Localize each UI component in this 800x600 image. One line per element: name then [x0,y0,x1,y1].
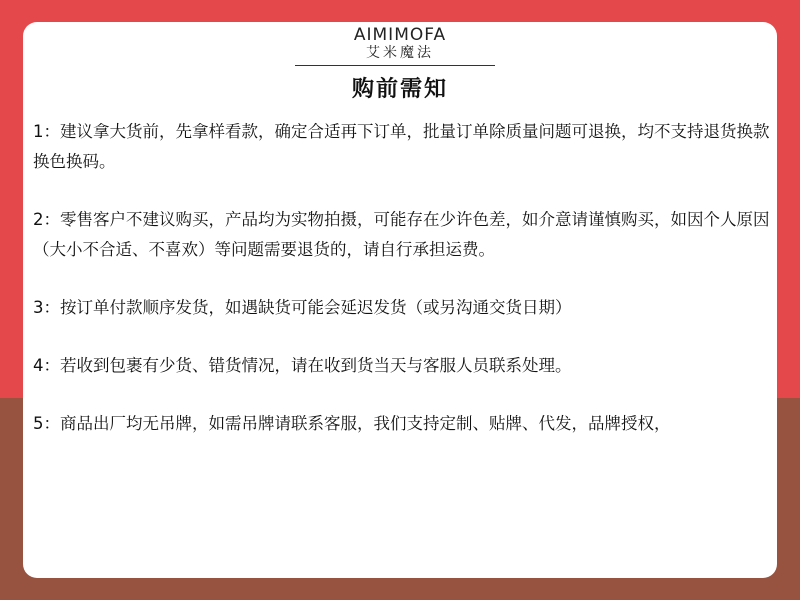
notice-list [33,117,773,467]
brand-logo [23,25,777,62]
page-title: 购前需知 [351,77,448,102]
brand-divider [295,65,495,66]
brand-name-en: AIMIMOFA [353,25,447,45]
notice-item-1: 1：建议拿大货前，先拿样看款，确定合适再下订单，批量订单除质量问题可退换，均不支持退货换款换色换码。 [33,122,770,171]
notice-item-2: 2：零售客户不建议购买，产品均为实物拍摄，可能存在少许色差，如介意请谨慎购买，如因个人原因（大小不合适、不喜欢）等问题需要退货的，请自行承担运费。 [33,210,770,259]
notice-card [23,22,777,578]
notice-item-4: 4：若收到包裹有少货、错货情况，请在收到货当天与客服人员联系处理。 [33,356,572,375]
brand-name-cn: 艾米魔法 [366,45,434,61]
notice-item-3: 3：按订单付款顺序发货，如遇缺货可能会延迟发货（或另沟通交货日期） [33,298,572,317]
notice-item-5: 5：商品出厂均无吊牌，如需吊牌请联系客服，我们支持定制、贴牌、代发，品牌授权， [33,414,671,433]
